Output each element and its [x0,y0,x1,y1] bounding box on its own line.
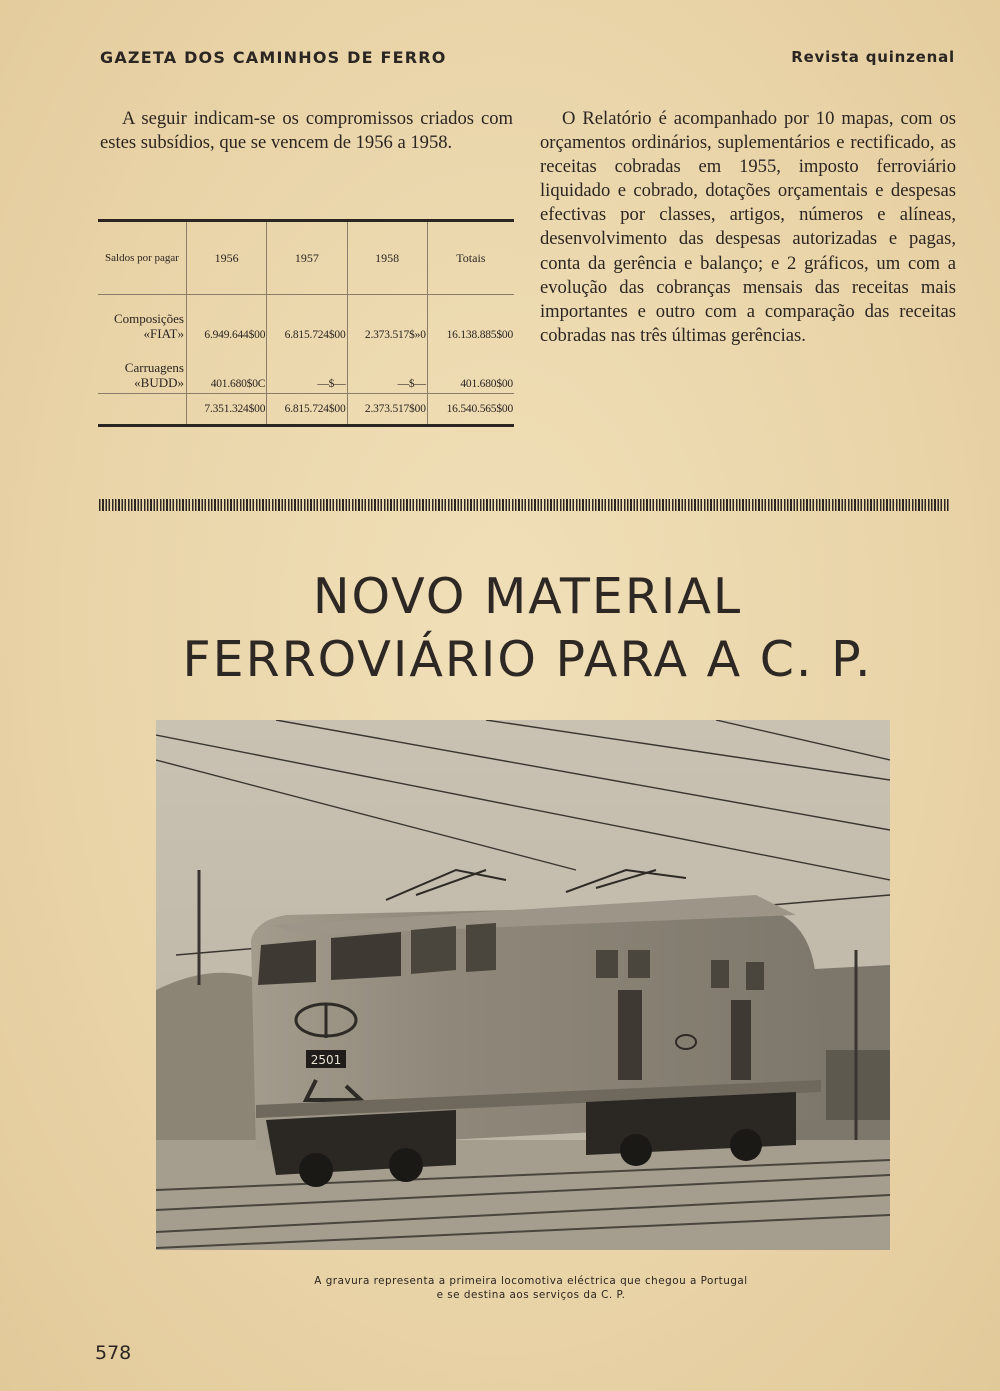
section-divider [99,499,950,511]
journal-subtitle: Revista quinzenal [791,48,955,66]
row-label-line: «BUDD» [134,375,184,390]
table-header-cell: 1957 [267,222,347,295]
table-cell: 2.373.517$»0 [347,295,427,345]
article-title-line-1: NOVO MATERIAL [312,568,743,625]
table-header-row [98,222,514,295]
page-number: 578 [95,1342,132,1364]
row-label [98,344,187,394]
table-cell: —$— [347,344,427,394]
table-cell: 401.680$0C [187,344,267,394]
table-header-cell: Totais [427,222,514,295]
table-cell: —$— [267,344,347,394]
left-paragraph: A seguir indicam-se os compromissos criados com estes subsídios, que se vencem de 1956 a 1958. [100,108,513,154]
caption-line: e se destina aos serviços da C. P. [436,1289,626,1301]
row-label-line: «FIAT» [143,326,184,341]
right-paragraph: O Relatório é acompanhado por 10 mapas, com os orçamentos ordinários, suplementários e rectificado, as receitas cobradas em 1955, imposto ferroviário liquidado e cobrado, dotações orçamentais e despesas efectivas por classes, artigos, números e alíneas, desenvolvimento das despesas autorizadas e pagas, conta da gerência e balanço; e 2 gráficos, um com a evolução das cobranças mensais das receitas mais importantes e outro com a comparação das receitas cobradas nas três últimas gerências. [540,108,956,346]
table-cell: 6.815.724$00 [267,295,347,345]
locomotive-photo [156,720,890,1250]
right-column [540,107,956,348]
subsidy-table [98,219,514,427]
table-header-cell: 1956 [187,222,267,295]
table-cell: 401.680$00 [427,344,514,394]
table-totals-row [98,394,514,425]
table-cell: 2.373.517$00 [347,394,427,425]
row-label-line: Composições [113,311,184,326]
table-header-cell: 1958 [347,222,427,295]
table-row [98,295,514,345]
table-row [98,344,514,394]
row-label [98,295,187,345]
journal-title: GAZETA DOS CAMINHOS DE FERRO [100,48,447,67]
table-cell: 6.949.644$00 [187,295,267,345]
table-header-cell: Saldos por pagar [98,222,187,295]
table-cell: 16.540.565$00 [427,394,514,425]
running-header [100,48,955,72]
article-title-line-2: FERROVIÁRIO PARA A C. P. [182,631,873,688]
photo-caption [156,1274,906,1302]
left-column [100,107,513,155]
table-cell: 16.138.885$00 [427,295,514,345]
caption-line: A gravura representa a primeira locomotiva eléctrica que chegou a Portugal [314,1275,748,1287]
table-cell: 6.815.724$00 [267,394,347,425]
row-label-line: Carruagens [124,360,184,375]
locomotive-illustration [156,720,890,1250]
locomotive-number: 2501 [310,1053,342,1067]
table-cell: 7.351.324$00 [187,394,267,425]
totals-label-cell [98,394,187,425]
